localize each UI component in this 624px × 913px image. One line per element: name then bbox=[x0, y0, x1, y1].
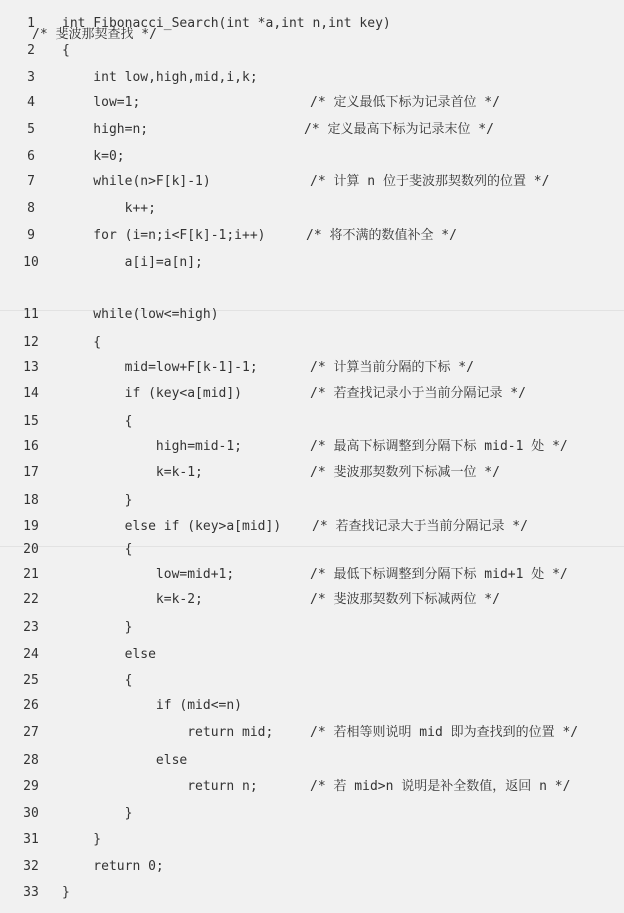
code-line bbox=[0, 39, 624, 63]
line-number: 11 bbox=[23, 307, 39, 322]
code-comment: /* 计算 n 位于斐波那契数列的位置 */ bbox=[310, 174, 550, 189]
code-comment: /* 定义最低下标为记录首位 */ bbox=[310, 95, 500, 110]
code-text: return mid; bbox=[62, 725, 274, 740]
code-line bbox=[0, 489, 624, 513]
code-comment: /* 最高下标调整到分隔下标 mid-1 处 */ bbox=[310, 439, 568, 454]
line-number: 3 bbox=[27, 70, 35, 85]
line-number: 30 bbox=[23, 806, 39, 821]
code-comment: /* 将不满的数值补全 */ bbox=[306, 228, 457, 243]
code-line bbox=[0, 643, 624, 667]
code-comment: /* 计算当前分隔的下标 */ bbox=[310, 360, 474, 375]
code-text: { bbox=[62, 43, 70, 58]
code-comment: /* 斐波那契数列下标减一位 */ bbox=[310, 465, 500, 480]
code-text: return 0; bbox=[62, 859, 164, 874]
code-comment: /* 若相等则说明 mid 即为查找到的位置 */ bbox=[310, 725, 579, 740]
line-number: 22 bbox=[23, 592, 39, 607]
line-number: 32 bbox=[23, 859, 39, 874]
line-number: 20 bbox=[23, 542, 39, 557]
code-text: return n; bbox=[62, 779, 258, 794]
code-text: } bbox=[62, 885, 70, 900]
line-number: 5 bbox=[27, 122, 35, 137]
code-comment: /* 定义最高下标为记录末位 */ bbox=[304, 122, 494, 137]
code-text: k=k-2; bbox=[62, 592, 203, 607]
code-line bbox=[0, 197, 624, 221]
line-number: 29 bbox=[23, 779, 39, 794]
code-text: } bbox=[62, 806, 133, 821]
code-text: while(low<=high) bbox=[62, 307, 219, 322]
code-line bbox=[0, 356, 624, 380]
line-number: 26 bbox=[23, 698, 39, 713]
line-number: 13 bbox=[23, 360, 39, 375]
code-line bbox=[0, 410, 624, 434]
code-text: else bbox=[62, 647, 156, 662]
line-number: 6 bbox=[27, 149, 35, 164]
code-line bbox=[0, 515, 624, 539]
code-comment: /* 斐波那契数列下标减两位 */ bbox=[310, 592, 500, 607]
code-text: int Fibonacci_Search(int *a,int n,int key) bbox=[62, 16, 391, 31]
code-text: high=mid-1; bbox=[62, 439, 243, 454]
code-text: { bbox=[62, 673, 133, 688]
code-text: else bbox=[62, 753, 188, 768]
code-comment: /* 若查找记录大于当前分隔记录 */ bbox=[312, 519, 528, 534]
line-number: 16 bbox=[23, 439, 39, 454]
line-number: 17 bbox=[23, 465, 39, 480]
code-text: a[i]=a[n]; bbox=[62, 255, 203, 270]
header-comment: /* 斐波那契查找 */ bbox=[32, 27, 157, 42]
code-line bbox=[0, 251, 624, 275]
line-number: 19 bbox=[23, 519, 39, 534]
line-number: 31 bbox=[23, 832, 39, 847]
line-number: 23 bbox=[23, 620, 39, 635]
code-text: mid=low+F[k-1]-1; bbox=[62, 360, 258, 375]
code-line bbox=[0, 145, 624, 169]
code-text: } bbox=[62, 832, 102, 847]
code-line bbox=[0, 694, 624, 718]
code-line bbox=[0, 616, 624, 640]
code-text: for (i=n;i<F[k]-1;i++) bbox=[62, 228, 266, 243]
line-number: 8 bbox=[27, 201, 35, 216]
code-line bbox=[0, 855, 624, 879]
line-number: 24 bbox=[23, 647, 39, 662]
line-number: 10 bbox=[23, 255, 39, 270]
code-text: while(n>F[k]-1) bbox=[62, 174, 211, 189]
line-number: 14 bbox=[23, 386, 39, 401]
code-comment: /* 若 mid>n 说明是补全数值，返回 n */ bbox=[310, 779, 571, 794]
code-line bbox=[0, 538, 624, 562]
code-text: int low,high,mid,i,k; bbox=[62, 70, 258, 85]
code-line bbox=[0, 66, 624, 90]
code-line bbox=[0, 881, 624, 905]
line-number: 18 bbox=[23, 493, 39, 508]
code-line bbox=[0, 331, 624, 355]
code-text: { bbox=[62, 542, 133, 557]
code-line bbox=[0, 802, 624, 826]
code-line bbox=[0, 118, 624, 142]
line-number: 33 bbox=[23, 885, 39, 900]
code-line bbox=[0, 303, 624, 327]
code-line bbox=[0, 828, 624, 852]
code-text: { bbox=[62, 335, 102, 350]
code-line bbox=[0, 588, 624, 612]
code-line bbox=[0, 775, 624, 799]
line-number: 25 bbox=[23, 673, 39, 688]
code-line bbox=[0, 749, 624, 773]
code-text: if (key<a[mid]) bbox=[62, 386, 243, 401]
code-line bbox=[0, 224, 624, 248]
code-text: low=1; bbox=[62, 95, 141, 110]
code-text: low=mid+1; bbox=[62, 567, 235, 582]
line-number: 15 bbox=[23, 414, 39, 429]
code-text: if (mid<=n) bbox=[62, 698, 243, 713]
code-line bbox=[0, 721, 624, 745]
line-number: 27 bbox=[23, 725, 39, 740]
code-comment: /* 最低下标调整到分隔下标 mid+1 处 */ bbox=[310, 567, 568, 582]
line-number: 9 bbox=[27, 228, 35, 243]
line-number: 1 bbox=[27, 16, 35, 31]
code-line bbox=[0, 563, 624, 587]
code-text: { bbox=[62, 414, 133, 429]
code-text: } bbox=[62, 493, 133, 508]
code-line bbox=[0, 669, 624, 693]
code-text: } bbox=[62, 620, 133, 635]
code-text: k=k-1; bbox=[62, 465, 203, 480]
line-number: 7 bbox=[27, 174, 35, 189]
code-text: k++; bbox=[62, 201, 156, 216]
code-line bbox=[0, 435, 624, 459]
code-line bbox=[0, 12, 624, 36]
line-number: 2 bbox=[27, 43, 35, 58]
code-line bbox=[0, 461, 624, 485]
code-text: high=n; bbox=[62, 122, 149, 137]
code-comment: /* 若查找记录小于当前分隔记录 */ bbox=[310, 386, 526, 401]
code-line bbox=[0, 382, 624, 406]
line-number: 12 bbox=[23, 335, 39, 350]
code-text: else if (key>a[mid]) bbox=[62, 519, 282, 534]
line-number: 21 bbox=[23, 567, 39, 582]
code-line bbox=[0, 170, 624, 194]
code-line bbox=[0, 91, 624, 115]
line-number: 28 bbox=[23, 753, 39, 768]
line-number: 4 bbox=[27, 95, 35, 110]
code-text: k=0; bbox=[62, 149, 125, 164]
